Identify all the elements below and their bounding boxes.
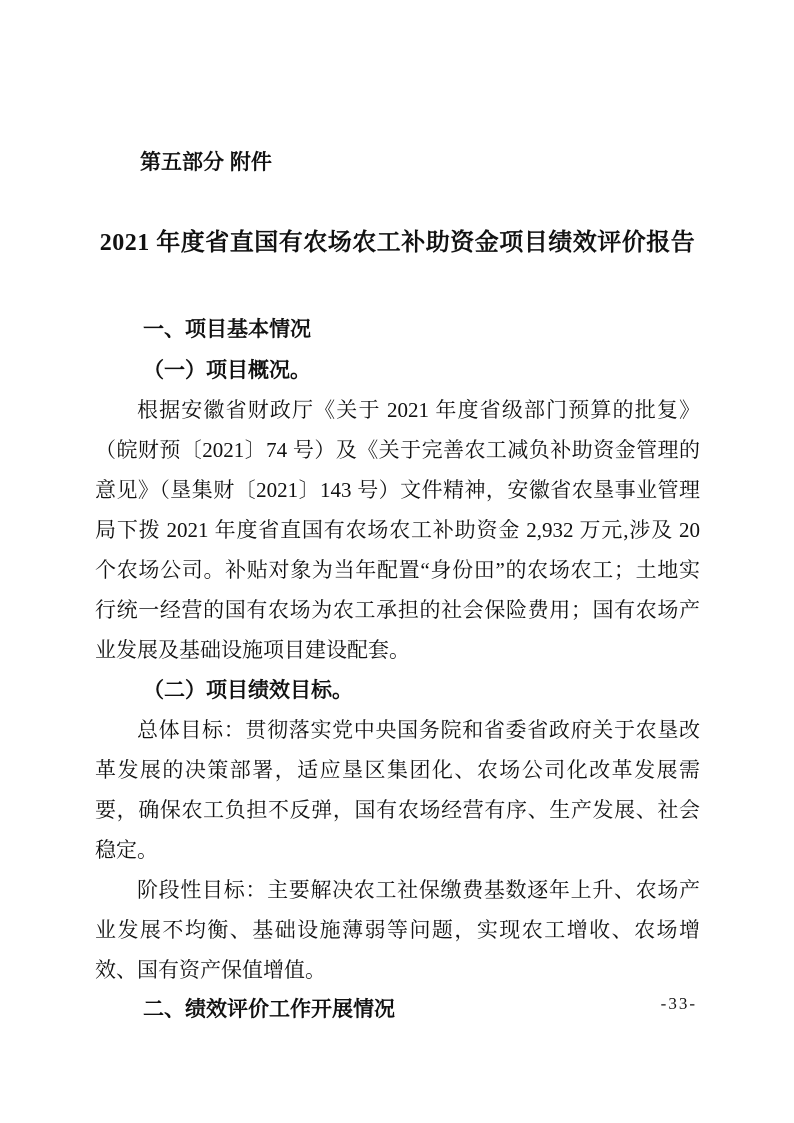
page-content [95, 0, 700, 1030]
document-title: 2021 年度省直国有农场农工补助资金项目绩效评价报告 [99, 230, 696, 256]
part-label: 第五部分 附件 [140, 151, 272, 174]
paragraph-overall-goal: 总体目标：贯彻落实党中央国务院和省委省政府关于农垦改革发展的决策部署，适应垦区集团化、农场公司化改革发展需要，确保农工负担不反弹，国有农场经营有序、生产发展、社会稳定。 [95, 718, 700, 862]
section-heading-2: 二、绩效评价工作开展情况 [143, 998, 395, 1021]
paragraph-stage-goal: 阶段性目标：主要解决农工社保缴费基数逐年上升、农场产业发展不均衡、基础设施薄弱等问题，实现农工增收、农场增效、国有资产保值增值。 [95, 878, 700, 982]
subsection-heading-overview: （一）项目概况。 [143, 358, 311, 382]
page-number: -33- [660, 994, 697, 1013]
subsection-heading-goals: （二）项目绩效目标。 [143, 678, 353, 702]
section-heading-1: 一、项目基本情况 [143, 318, 311, 341]
paragraph-project-overview: 根据安徽省财政厅《关于 2021 年度省级部门预算的批复》（皖财预〔2021〕74 号）及《关于完善农工减负补助资金管理的意见》（垦集财〔2021〕143 号）文件精神，安徽省农垦事业管理局下拨 2021 年度省直国有农场农工补助资金 2,932 万元,涉及 20 个农场公司。补贴对象为当年配置“身份田”的农场农工；土地实行统一经营的国有农场为农工承担的社会保险费用；国有农场产业发展及基础设施项目建设配套。 [95, 398, 700, 662]
